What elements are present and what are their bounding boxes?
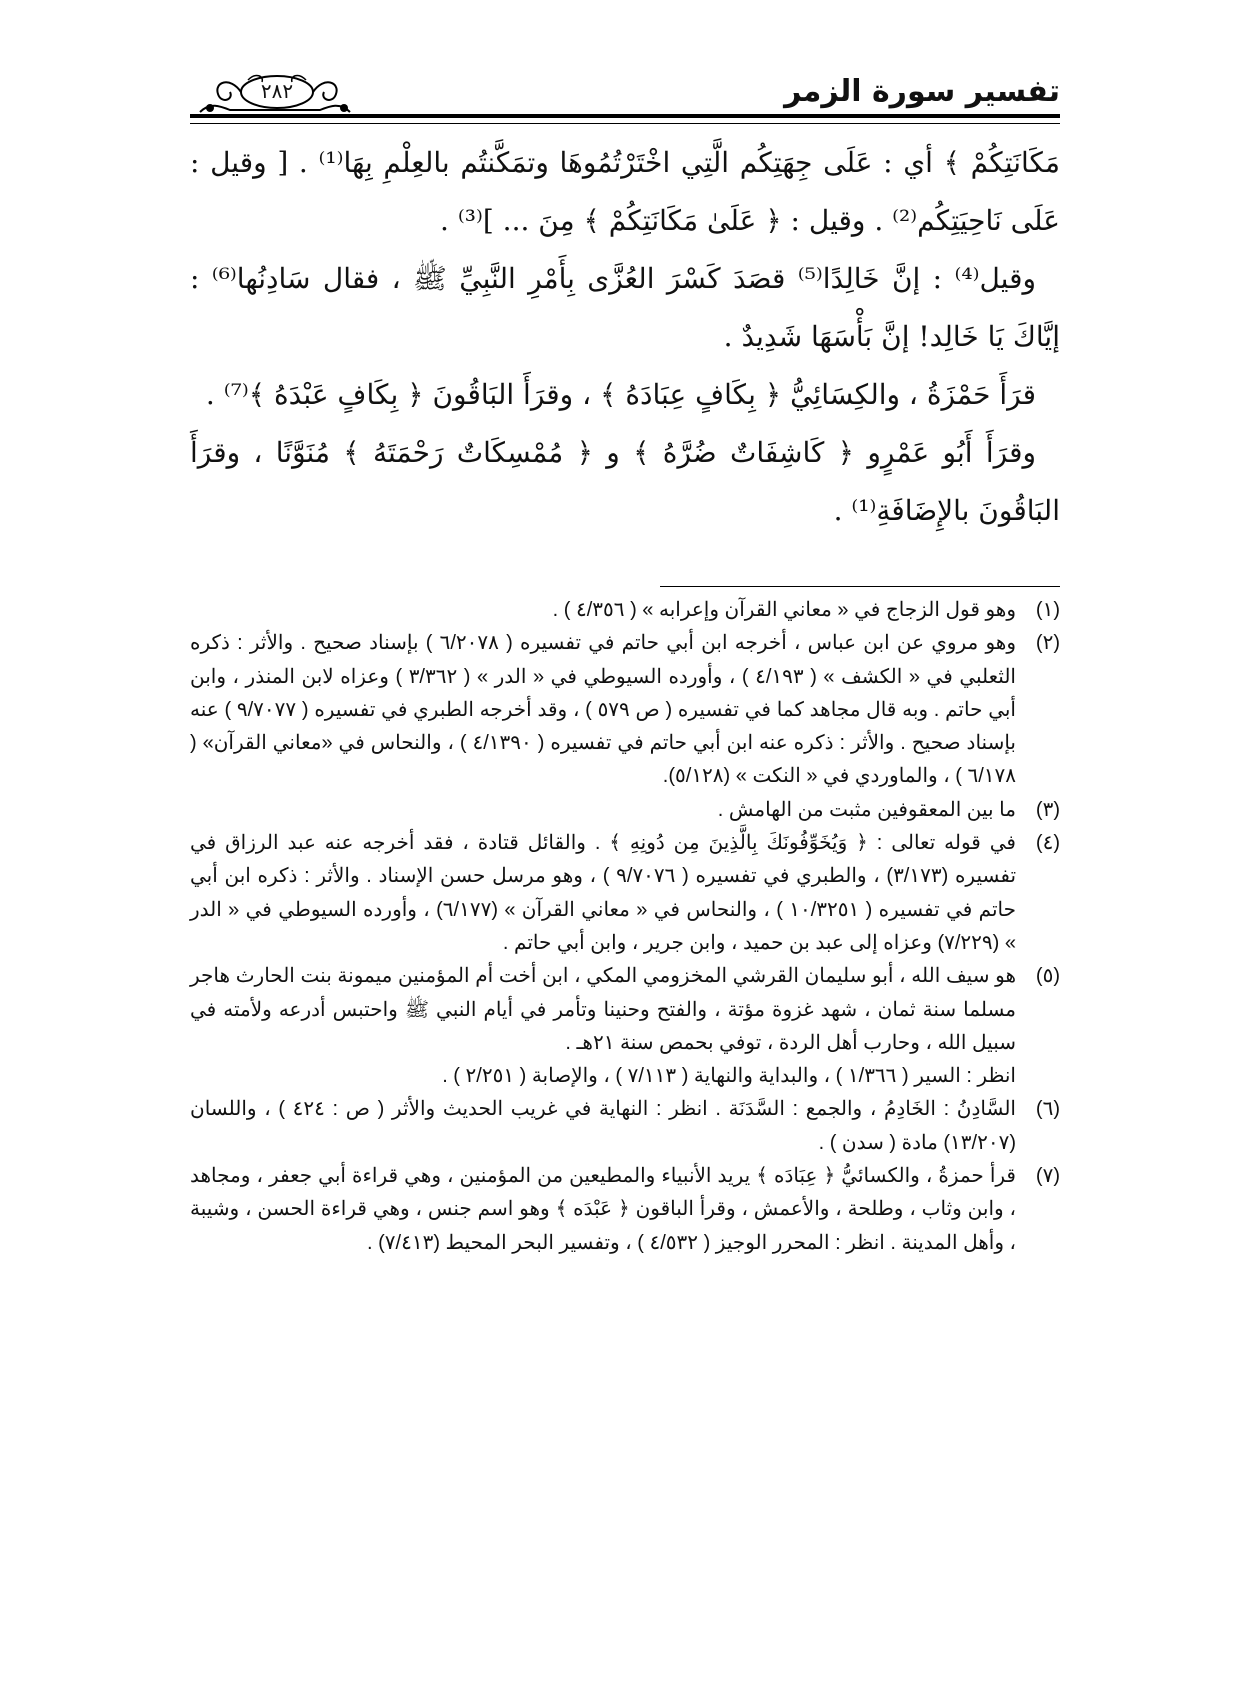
footnote-text: وهو قول الزجاج في « معاني القرآن وإعرابه » ( ٤/٣٥٦ ) . (552, 599, 1016, 621)
footnote-text: هو سيف الله ، أبو سليمان القرشي المخزومي المكي ، ابن أخت أم المؤمنين ميمونة بنت الحارث هاجر مسلما سنة ثمان ، شهد غزوة مؤتة ، والفتح وحنينا وتأمر في أيام النبي ﷺ واحتبس أدرعه ولأمته في سبيل الله ، وحارب أهل الردة ، توفي بحمص سنة ٢١هـ . (190, 965, 1016, 1054)
running-title: تفسير سورة الزمر (784, 74, 1060, 109)
footnote-number: (٥) (1035, 965, 1060, 988)
footnote (190, 794, 1060, 827)
footnote-text: ما بين المعقوفين مثبت من الهامش . (717, 798, 1016, 821)
footnote (190, 1160, 1060, 1260)
footnote-number: (٤) (1035, 832, 1060, 855)
footnote-number: (٢) (1035, 632, 1060, 655)
footnote-text: وهو مروي عن ابن عباس ، أخرجه ابن أبي حاتم في تفسيره ( ٦/٢٠٧٨ ) بإسناد صحيح . والأثر : ذكره الثعلبي في « الكشف » ( ٤/١٩٣ ) ، وأورده السيوطي في « الدر » ( ٣/٣٦٢ ) وعزاه لابن المنذر ، وابن أبي حاتم . وبه قال مجاهد كما في تفسيره ( ص ٥٧٩ ) ، وقد أخرجه الطبري في تفسيره ( ٩/٧٠٧٧ ) عنه بإسناد صحيح . والأثر : ذكره عنه ابن أبي حاتم في تفسيره ( ٤/١٣٩٠ ) ، والنحاس في «معاني القرآن» ( ٦/١٧٨ ) ، والماوردي في « النكت » (٥/١٢٨). (190, 632, 1016, 788)
footnote (190, 627, 1060, 793)
page-header (190, 72, 1060, 118)
footnote (190, 827, 1060, 960)
footnote-text-extra: انظر : السير ( ١/٣٦٦ ) ، والبداية والنهاية ( ٧/١١٣ ) ، والإصابة ( ٢/٢٥١ ) . (442, 1065, 1016, 1088)
footnote-number: (٦) (1035, 1098, 1060, 1121)
footnotes (190, 594, 1060, 1260)
header-rule (190, 114, 1060, 118)
main-text (190, 134, 1060, 540)
paragraph: وقيل⁽⁴⁾ : إنَّ خَالِدًا⁽⁵⁾ قصَدَ كَسْرَ العُزَّى بِأَمْرِ النَّبِيِّ ﷺ ، فقال سَادِنُها⁽⁶⁾ : إيَّاكَ يَا خَالِد! إنَّ بَأْسَهَا شَدِيدٌ . (190, 262, 1060, 353)
footnote-number: (٣) (1035, 798, 1060, 821)
paragraph: مَكَانَتِكُمْ ﴾ أي : عَلَى جِهَتِكُم الَّتِي اخْتَرْتُمُوهَا وتمَكَّنتُم بالعِلْمِ بِهَا⁽¹⁾ . [ وقيل : عَلَى نَاحِيَتِكُم⁽²⁾ . وقيل : ﴿ عَلَىٰ مَكَانَتِكُمْ ﴾ مِنَ ... ]⁽³⁾ . (190, 146, 1060, 237)
paragraph: وقرَأَ أَبُو عَمْرٍو ﴿ كَاشِفَاتٌ ضُرَّهُ ﴾ و ﴿ مُمْسِكَاتٌ رَحْمَتَهُ ﴾ مُنَوَّنًا ، وقرَأَ البَاقُونَ بالإِضَافَةِ⁽¹⁾ . (190, 436, 1060, 527)
footnote-text: قرأ حمزةُ ، والكسائيُّ ﴿ عِبَادَه ﴾ يريد الأنبياء والمطيعين من المؤمنين ، وهي قراءة أبي جعفر ، ومجاهد ، وابن وثاب ، وطلحة ، والأعمش ، وقرأ الباقون ﴿ عَبْدَه ﴾ وهو اسم جنس ، وهي قراءة الحسن ، وشيبة ، وأهل المدينة . انظر : المحرر الوجيز ( ٤/٥٣٢ ) ، وتفسير البحر المحيط (٧/٤١٣) . (190, 1165, 1017, 1254)
footnote-number: (١) (1035, 599, 1060, 621)
footnote-separator (660, 586, 1060, 587)
footnote (190, 960, 1060, 1060)
page-number-ornament (190, 72, 360, 118)
footnote-text: السَّادِنُ : الخَادِمُ ، والجمع : السَّدَنَة . انظر : النهاية في غريب الحديث والأثر ( ص : ٤٢٤ ) ، واللسان (١٣/٢٠٧) مادة ( سدن ) . (190, 1098, 1016, 1154)
footnote (190, 1093, 1060, 1160)
paragraph: قرَأَ حَمْزَةُ ، والكِسَائِيُّ ﴿ بِكَافٍ عِبَادَهُ ﴾ ، وقرَأَ البَاقُونَ ﴿ بِكَافٍ عَبْدَهُ ﴾⁽⁷⁾ . (205, 378, 1036, 411)
page-number: ٢٨٢ (260, 79, 294, 103)
footnote-number: (٧) (1035, 1165, 1060, 1188)
header-rule-thin (190, 123, 1060, 124)
footnote (190, 594, 1060, 627)
footnote-text: في قوله تعالى : ﴿ وَيُخَوِّفُونَكَ بِالَّذِينَ مِن دُونِهِ ﴾ . والقائل قتادة ، فقد أخرجه عنه عبد الرزاق في تفسيره (٣/١٧٣) ، والطبري في تفسيره ( ٩/٧٠٧٦ ) ، وهو مرسل حسن الإسناد . والأثر : ذكره ابن أبي حاتم في تفسيره ( ١٠/٣٢٥١ ) ، والنحاس في « معاني القرآن » (٦/١٧٧) ، وأورده السيوطي في « الدر » (٧/٢٢٩) وعزاه إلى عبد بن حميد ، وابن جرير ، وابن أبي حاتم . (190, 832, 1017, 954)
